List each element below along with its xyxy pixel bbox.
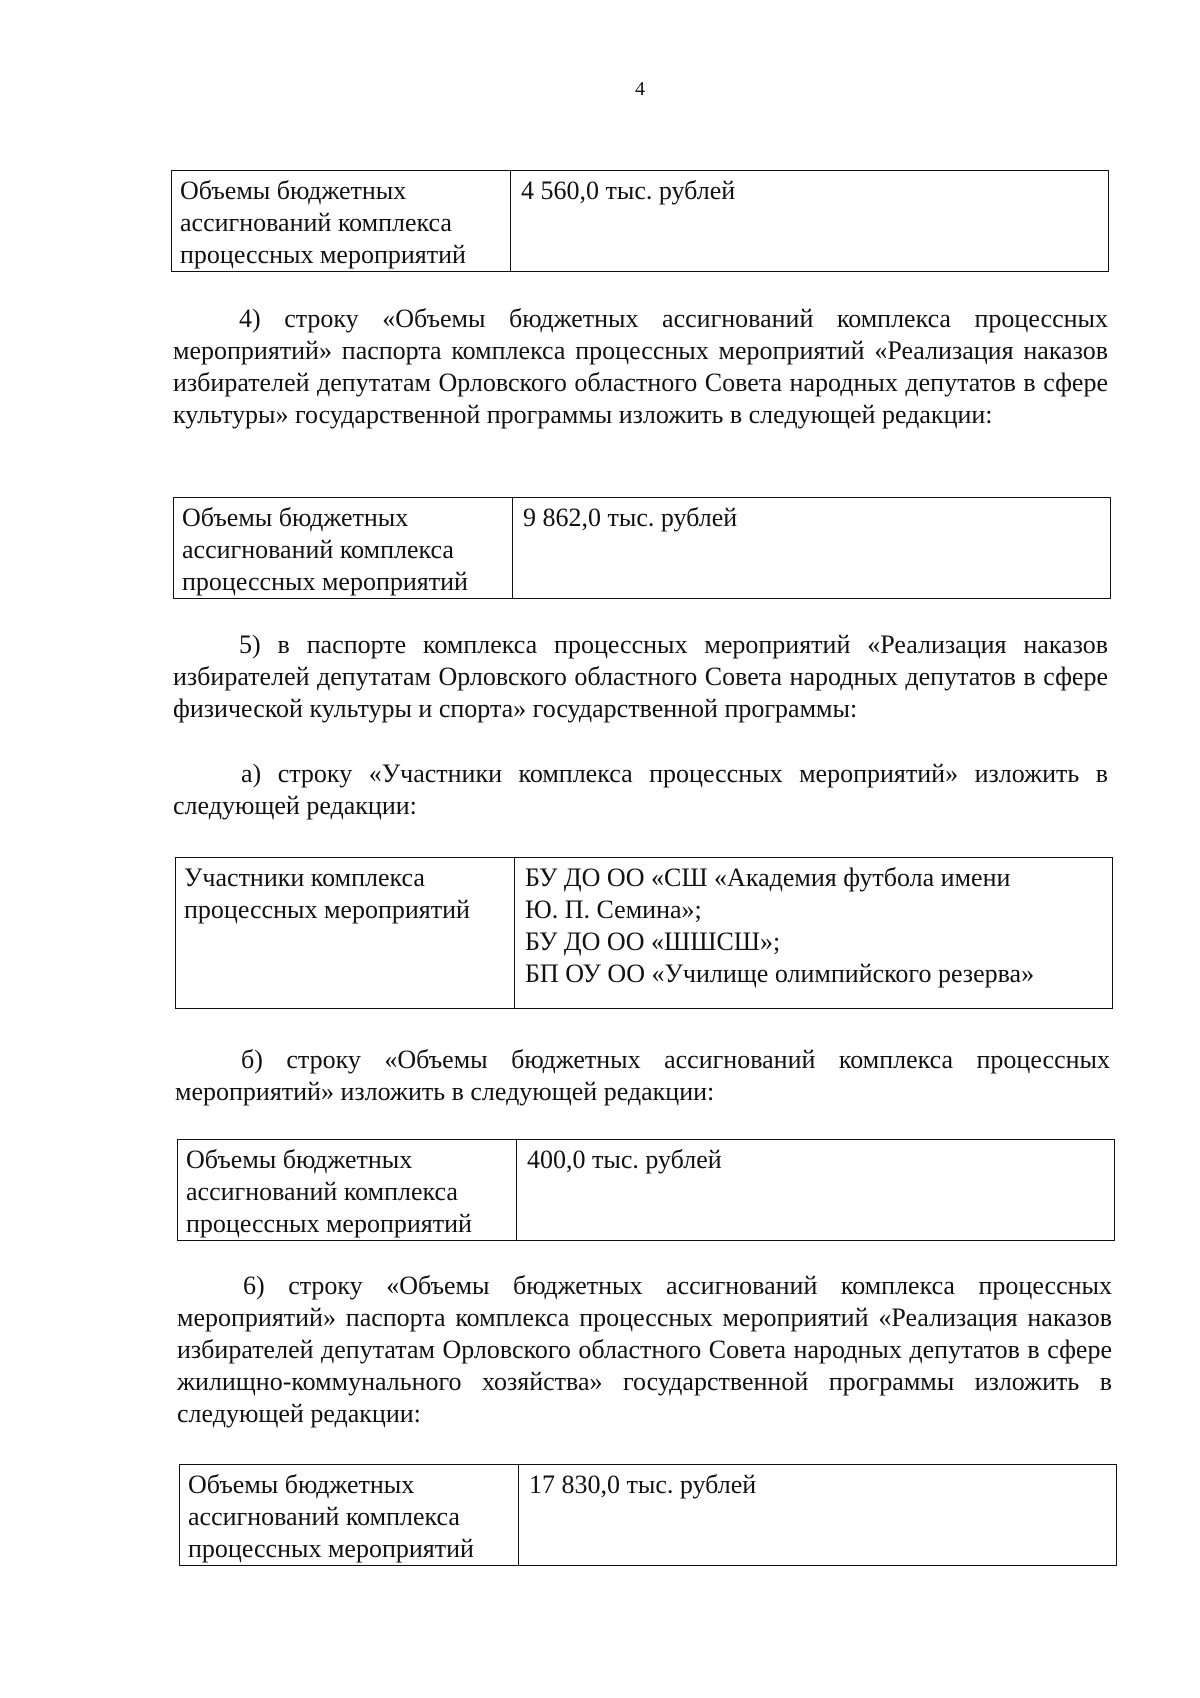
table-row <box>178 1140 1115 1241</box>
budget-table-4 <box>179 1464 1117 1566</box>
label-line: ассигнований комплекса <box>182 535 454 564</box>
table-value-cell <box>515 858 1113 1009</box>
table-value-cell <box>513 498 1111 599</box>
label-line: процессных мероприятий <box>186 1209 472 1238</box>
table-label-cell <box>172 171 511 272</box>
paragraph-item-4: 4) строку «Объемы бюджетных ассигнований комплекса процессных мероприятий» паспорта комплекса процессных мероприятий «Реализация наказов избирателей депутатам Орловского областного Совета народных депутатов в сфере культуры» государственной программы изложить в следующей редакции: <box>173 304 1108 429</box>
subparagraph-a: а) строку «Участники комплекса процессных мероприятий» изложить в следующей редакции: <box>173 759 1108 820</box>
table-value-cell <box>519 1465 1117 1566</box>
value-line: 9 862,0 тыс. рублей <box>523 503 738 532</box>
table-value-cell <box>517 1140 1115 1241</box>
value-line: 4 560,0 тыс. рублей <box>521 176 736 205</box>
table-row <box>180 1465 1117 1566</box>
table-label-cell <box>180 1465 519 1566</box>
participants-table <box>175 857 1113 1009</box>
value-line: Ю. П. Семина»; <box>525 895 702 924</box>
budget-table-1 <box>171 170 1109 272</box>
table-label-cell <box>176 858 515 1009</box>
table-row <box>176 858 1113 1009</box>
subparagraph-b: б) строку «Объемы бюджетных ассигнований комплекса процессных мероприятий» изложить в следующей редакции: <box>175 1045 1110 1106</box>
value-line: 400,0 тыс. рублей <box>527 1145 722 1174</box>
label-line: процессных мероприятий <box>188 1534 474 1563</box>
table-row <box>174 498 1111 599</box>
table-row <box>172 171 1109 272</box>
label-line: Участники комплекса <box>184 863 425 892</box>
budget-table-2 <box>173 497 1111 599</box>
label-line: ассигнований комплекса <box>188 1502 460 1531</box>
page-number: 4 <box>635 78 645 100</box>
table-value-cell <box>511 171 1109 272</box>
value-line: 17 830,0 тыс. рублей <box>529 1470 757 1499</box>
paragraph-item-6: 6) строку «Объемы бюджетных ассигнований комплекса процессных мероприятий» паспорта комплекса процессных мероприятий «Реализация наказов избирателей депутатам Орловского областного Совета народных депутатов в сфере жилищно-коммунального хозяйства» государственной программы изложить в следующей редакции: <box>177 1271 1112 1428</box>
label-line: ассигнований комплекса <box>180 208 452 237</box>
label-line: Объемы бюджетных <box>188 1470 415 1499</box>
label-line: процессных мероприятий <box>180 240 466 269</box>
label-line: ассигнований комплекса <box>186 1177 458 1206</box>
value-line: БУ ДО ОО «ШШСШ»; <box>525 927 781 956</box>
table-label-cell <box>174 498 513 599</box>
label-line: процессных мероприятий <box>182 567 468 596</box>
value-line: БУ ДО ОО «СШ «Академия футбола имени <box>525 863 1011 892</box>
label-line: Объемы бюджетных <box>186 1145 413 1174</box>
label-line: Объемы бюджетных <box>180 176 407 205</box>
label-line: Объемы бюджетных <box>182 503 409 532</box>
table-label-cell <box>178 1140 517 1241</box>
paragraph-item-5: 5) в паспорте комплекса процессных мероприятий «Реализация наказов избирателей депутатам Орловского областного Совета народных депутатов в сфере физической культуры и спорта» государственной программы: <box>173 630 1108 723</box>
label-line: процессных мероприятий <box>184 895 470 924</box>
budget-table-3 <box>177 1139 1115 1241</box>
value-line: БП ОУ ОО «Училище олимпийского резерва» <box>525 959 1035 988</box>
